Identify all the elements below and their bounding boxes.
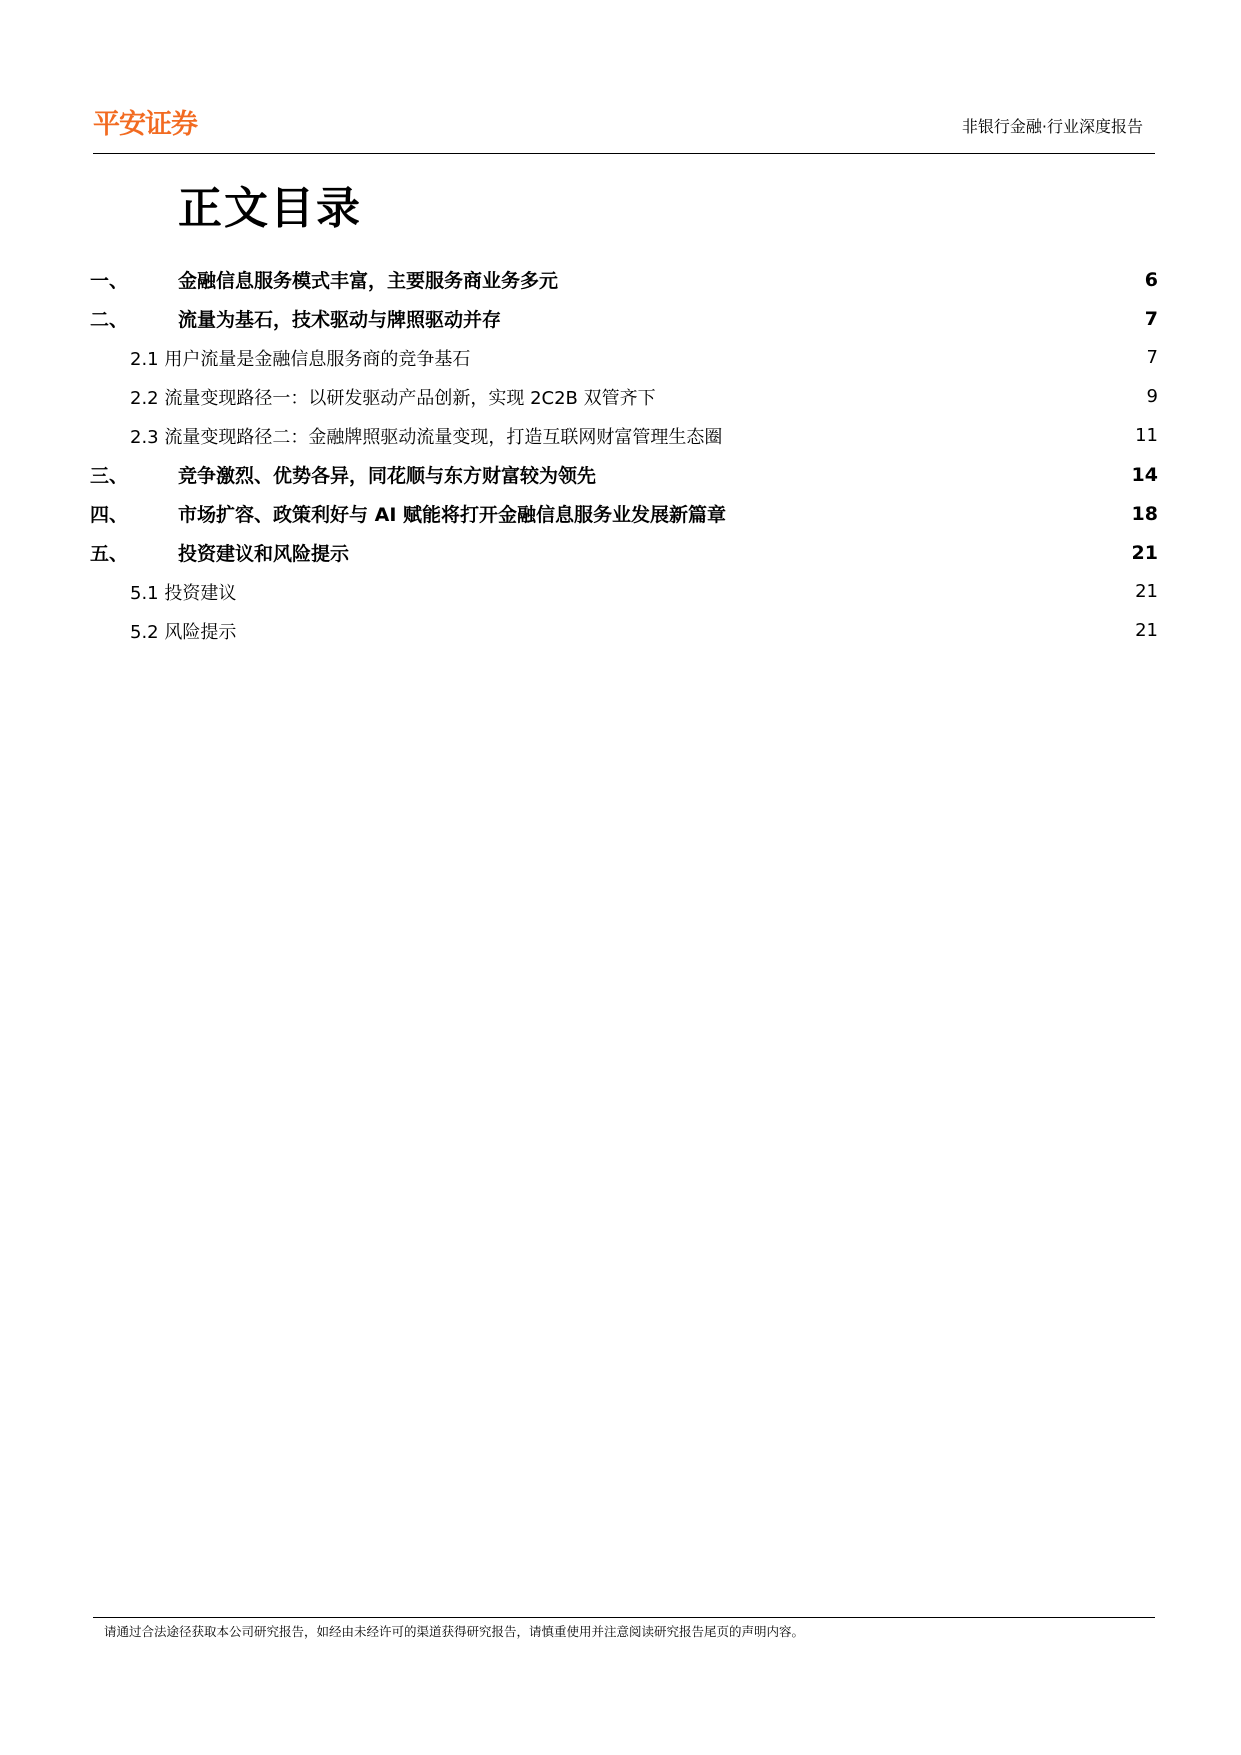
- toc-subentry-2-1[interactable]: [90, 338, 1158, 377]
- footer-divider: [93, 1617, 1155, 1618]
- toc-entry-title: 市场扩容、政策利好与 AI 赋能将打开金融信息服务业发展新篇章: [178, 504, 727, 526]
- toc-subentry-2-2[interactable]: [90, 377, 1158, 416]
- toc-entry-title: 2.3 流量变现路径二：金融牌照驱动流量变现，打造互联网财富管理生态圈: [130, 426, 723, 448]
- header-divider: [93, 153, 1155, 154]
- toc-entry-5[interactable]: [90, 533, 1158, 572]
- toc-entry-3[interactable]: [90, 455, 1158, 494]
- toc-entry-title: 金融信息服务模式丰富，主要服务商业务多元: [178, 270, 559, 292]
- toc-entry-page: 21: [1135, 581, 1158, 602]
- toc-entry-title: 5.1 投资建议: [130, 582, 237, 604]
- toc-entry-number: 四、: [90, 504, 129, 526]
- toc-entry-number: 一、: [90, 270, 129, 292]
- toc-entry-title: 流量为基石，技术驱动与牌照驱动并存: [178, 309, 502, 331]
- footer-disclaimer: 请通过合法途径获取本公司研究报告，如经由未经许可的渠道获得研究报告，请慎重使用并注意阅读研究报告尾页的声明内容。: [104, 1624, 805, 1639]
- toc-entry-page: 21: [1135, 620, 1158, 641]
- toc-entry-number: 三、: [90, 465, 129, 487]
- toc-entry-title: 2.1 用户流量是金融信息服务商的竞争基石: [130, 348, 471, 370]
- toc-heading: 正文目录: [178, 183, 362, 234]
- toc-entry-number: 五、: [90, 543, 129, 565]
- toc-entry-page: 6: [1144, 268, 1158, 291]
- toc-entry-2[interactable]: [90, 299, 1158, 338]
- toc-entry-page: 7: [1146, 347, 1158, 368]
- toc-entry-page: 9: [1146, 386, 1158, 407]
- toc-entry-page: 14: [1131, 463, 1158, 486]
- toc-entry-page: 18: [1131, 502, 1158, 525]
- company-logo: 平安证券: [93, 109, 197, 140]
- toc-entry-page: 11: [1135, 425, 1158, 446]
- toc-entry-title: 竞争激烈、优势各异，同花顺与东方财富较为领先: [178, 465, 597, 487]
- toc-entry-title: 投资建议和风险提示: [178, 543, 350, 565]
- toc-entry-title: 5.2 风险提示: [130, 621, 237, 643]
- page-header: [93, 100, 1155, 154]
- toc-subentry-5-1[interactable]: [90, 572, 1158, 611]
- toc-entry-page: 7: [1144, 307, 1158, 330]
- toc-entry-4[interactable]: [90, 494, 1158, 533]
- toc-subentry-2-3[interactable]: [90, 416, 1158, 455]
- table-of-contents: [90, 260, 1158, 650]
- toc-entry-title: 2.2 流量变现路径一：以研发驱动产品创新，实现 2C2B 双管齐下: [130, 387, 656, 409]
- toc-entry-number: 二、: [90, 309, 129, 331]
- toc-entry-1[interactable]: [90, 260, 1158, 299]
- toc-subentry-5-2[interactable]: [90, 611, 1158, 650]
- report-category-title: 非银行金融·行业深度报告: [961, 117, 1143, 136]
- toc-entry-page: 21: [1131, 541, 1158, 564]
